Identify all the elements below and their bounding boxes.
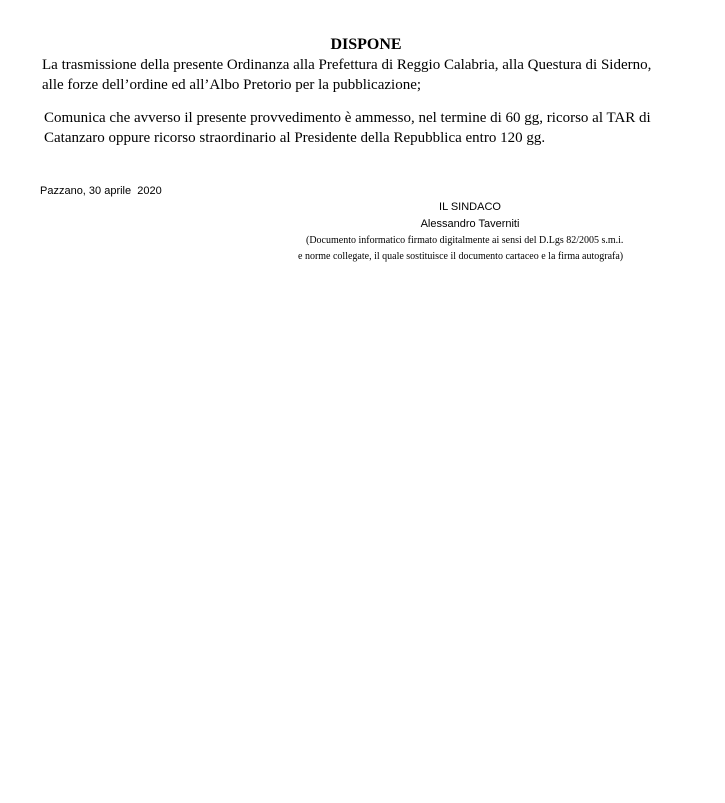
signature-name: Alessandro Taverniti — [420, 218, 520, 230]
digital-signature-note-line-1: (Documento informatico firmato digitalmente ai sensi del D.Lgs 82/2005 s.m.i. — [306, 235, 624, 246]
paragraph-trasmissione-line-2: alle forze dell’ordine ed all’Albo Pretorio per la pubblicazione; — [42, 77, 422, 93]
place-date: Pazzano, 30 aprile 2020 — [40, 185, 162, 197]
paragraph-trasmissione — [42, 55, 651, 95]
heading-dispone: DISPONE — [330, 36, 402, 53]
signature-block — [290, 200, 650, 232]
paragraph-trasmissione-line-1: La trasmissione della presente Ordinanza alla Prefettura di Reggio Calabria, alla Questura di Siderno, — [42, 57, 652, 73]
paragraph-comunica — [44, 108, 651, 148]
paragraph-comunica-line-1: Comunica che avverso il presente provvedimento è ammesso, nel termine di 60 gg, ricorso al TAR di — [44, 110, 651, 126]
paragraph-comunica-line-2: Catanzaro oppure ricorso straordinario al Presidente della Repubblica entro 120 gg. — [44, 130, 546, 146]
digital-signature-note-line-2: e norme collegate, il quale sostituisce il documento cartaceo e la firma autografa) — [298, 251, 624, 262]
signature-title: IL SINDACO — [439, 201, 501, 213]
